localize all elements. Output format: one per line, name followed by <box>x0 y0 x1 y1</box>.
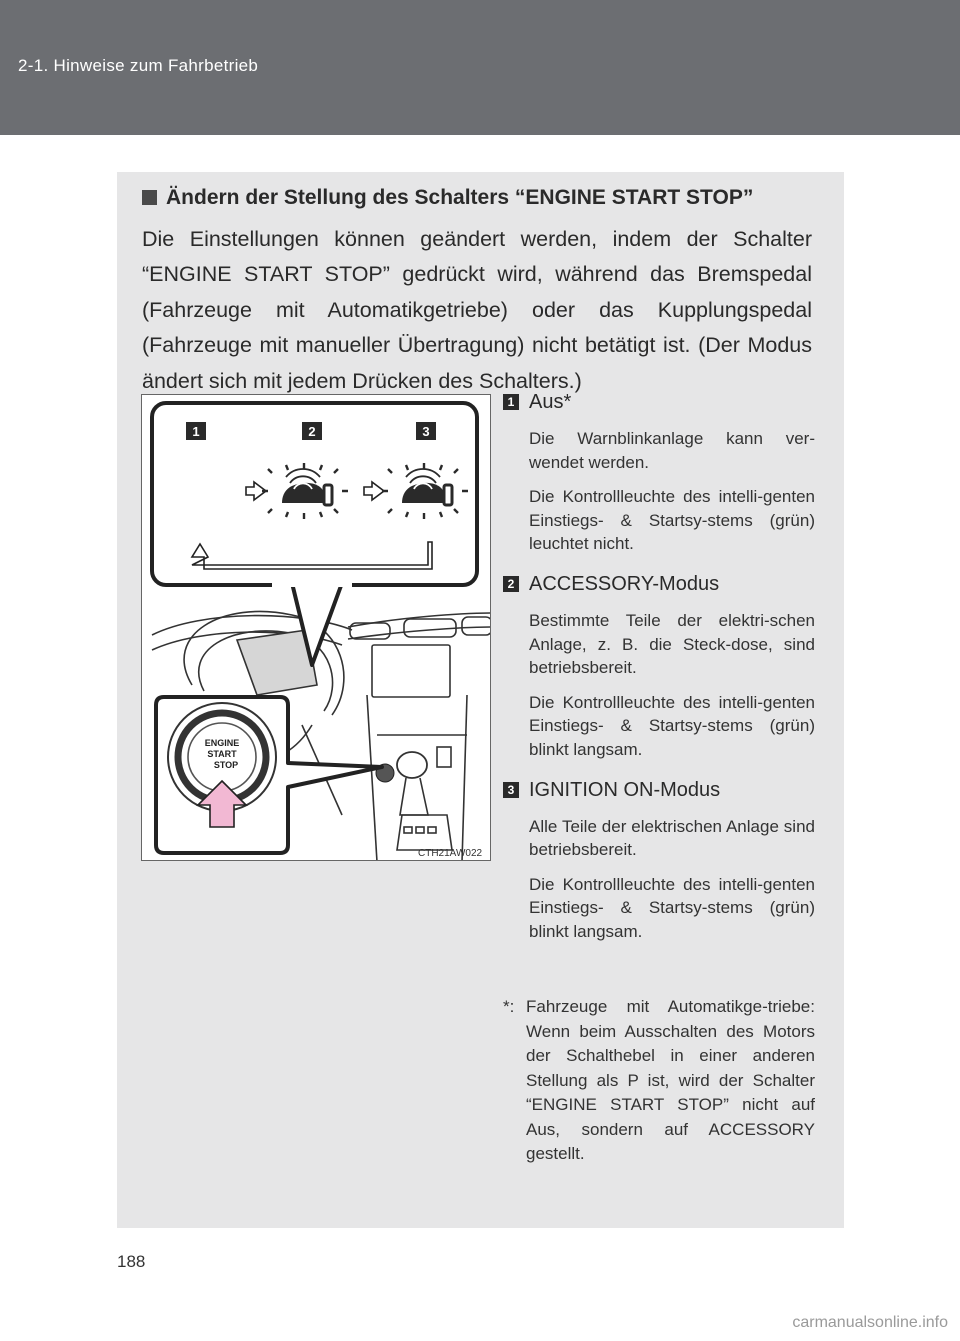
footnote <box>503 995 815 1167</box>
number-badge: 2 <box>503 576 519 592</box>
mode-item-title <box>503 388 815 416</box>
intro-paragraph: Die Einstellungen können geändert werden, indem der Schalter “ENGINE START STOP” gedrückt wird, während das Bremspedal (Fahrzeuge mit Automatikgetriebe) oder das Kupplungspedal (Fahrzeuge mit manueller Übertragung) nicht betätigt ist. (Der Modus ändert sich mit jedem Drücken des Schalters.) <box>142 227 812 393</box>
footnote-text: Fahrzeuge mit Automatikge-triebe: Wenn beim Ausschalten des Motors der Schalthebel in einer anderen Stellung als P ist, wird der Schalter “ENGINE START STOP” nicht auf Aus, sondern auf ACCESSORY gestellt. <box>526 997 815 1163</box>
page-header <box>0 0 960 135</box>
mode-description: Alle Teile der elektrischen Anlage sind betriebsbereit. <box>529 816 815 860</box>
square-bullet-icon <box>142 190 157 205</box>
mode-description: Die Kontrollleuchte des intelli-genten Einstiegs- & Startsy-stems (grün) leuchtet nicht. <box>529 487 815 554</box>
mode-item-title <box>503 570 815 598</box>
footnote-mark: *: <box>503 997 515 1016</box>
illustration-svg <box>142 395 491 861</box>
mode-description: Bestimmte Teile der elektri-schen Anlage, z. B. die Steck-dose, sind betriebsbereit. <box>529 610 815 678</box>
number-badge: 1 <box>503 394 519 410</box>
page-number: 188 <box>117 1252 146 1271</box>
mode-list <box>503 388 815 944</box>
figure-code: CTH21AW022 <box>418 848 483 859</box>
svg-text:2: 2 <box>308 424 316 439</box>
gear-shift-knob <box>376 752 428 815</box>
callout-number-2 <box>302 422 322 440</box>
button-label-line: START <box>207 749 237 759</box>
mode-description: Die Kontrollleuchte des intelli-genten Einstiegs- & Startsy-stems (grün) blinkt langsam. <box>529 874 815 941</box>
number-badge: 3 <box>503 782 519 798</box>
section-heading <box>142 186 753 210</box>
mode-description: Die Warnblinkanlage kann ver-wendet werden. <box>529 429 815 472</box>
svg-text:1: 1 <box>192 424 200 439</box>
watermark: carmanualsonline.info <box>792 1314 948 1331</box>
button-label-line: STOP <box>213 760 239 770</box>
mode-title-text: ACCESSORY-Modus <box>529 572 720 595</box>
button-label-line: ENGINE <box>204 738 240 748</box>
mode-description: Die Kontrollleuchte des intelli-genten Einstiegs- & Startsy-stems (grün) blinkt langsam. <box>529 692 815 759</box>
section-title: 2-1. Hinweise zum Fahrbetrieb <box>18 56 259 75</box>
section-heading-text: Ändern der Stellung des Schalters “ENGINE START STOP” <box>166 186 754 209</box>
svg-text:3: 3 <box>422 424 430 439</box>
callout-joint <box>272 581 352 587</box>
mode-title-text: IGNITION ON-Modus <box>529 778 721 801</box>
mode-title-text: Aus* <box>529 391 572 413</box>
engine-switch-illustration <box>141 394 491 861</box>
callout-number-1 <box>186 422 206 440</box>
mode-item-title <box>503 776 815 804</box>
callout-number-3 <box>416 422 436 440</box>
